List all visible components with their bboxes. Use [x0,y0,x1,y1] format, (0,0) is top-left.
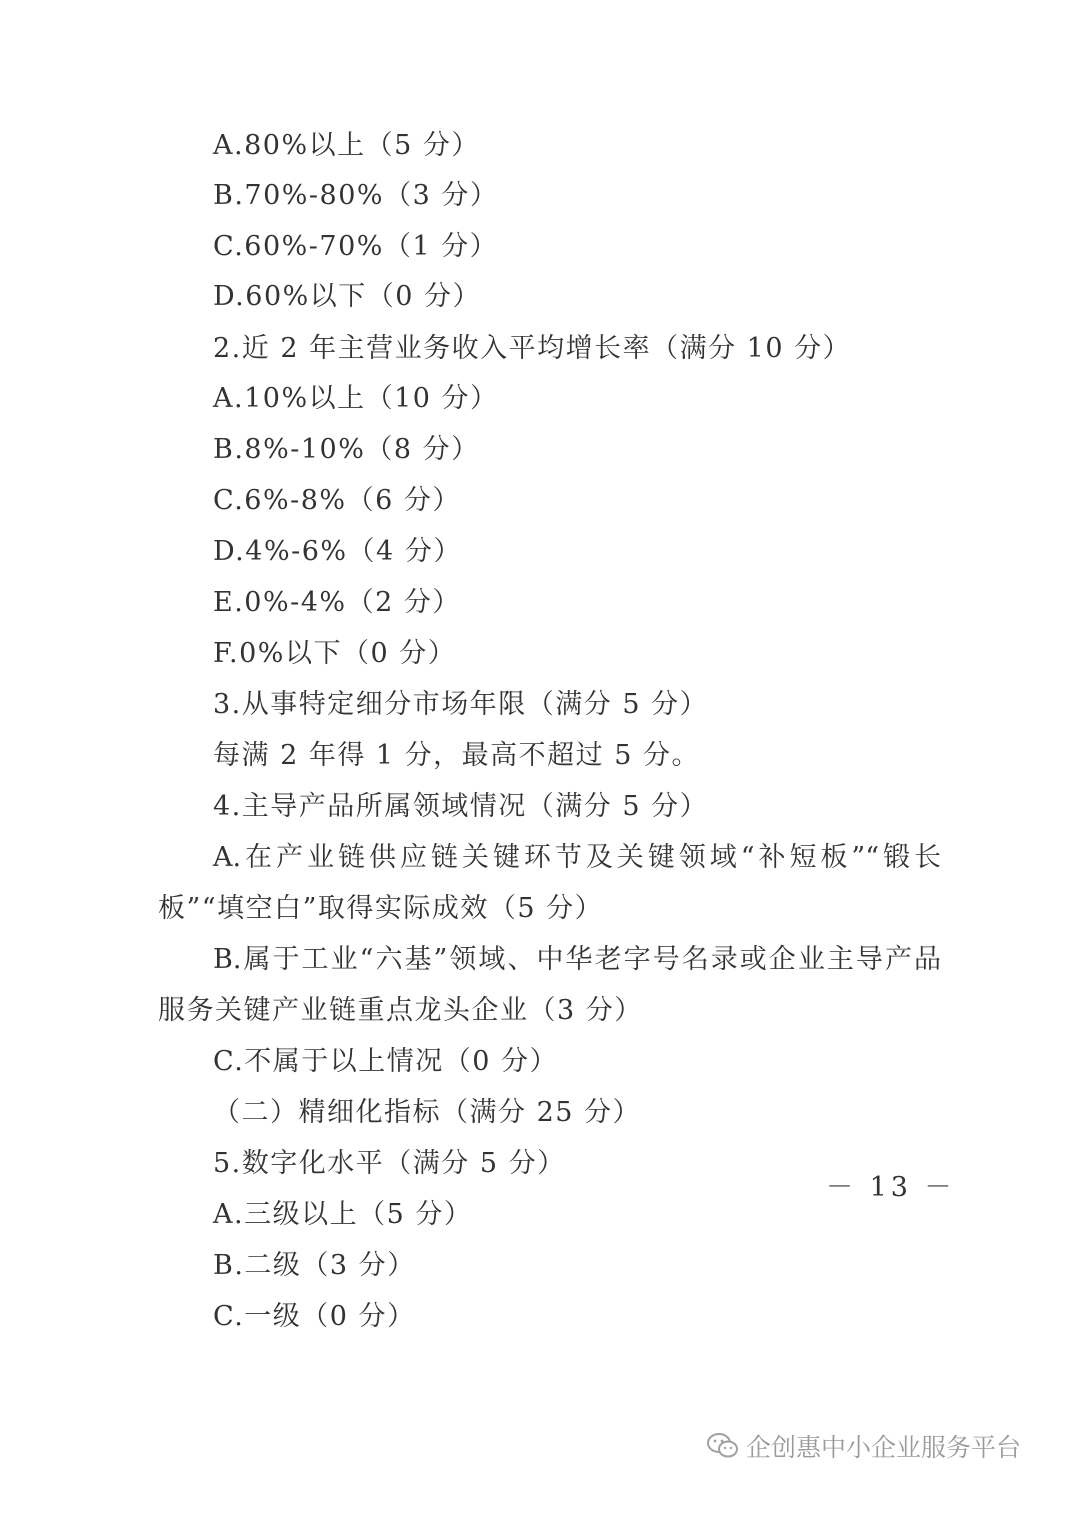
option-line: A.80%以上（5 分） [213,130,480,161]
option-line: C.6%-8%（6 分） [213,485,461,516]
option-line-continued: 服务关键产业链重点龙头企业（3 分） [158,995,643,1026]
option-line: B.70%-80%（3 分） [213,180,499,211]
option-line: B.二级（3 分） [213,1250,416,1281]
section-heading: （二）精细化指标（满分 25 分） [213,1097,642,1128]
option-line: E.0%-4%（2 分） [213,587,461,618]
option-line-continued: 板”“填空白”取得实际成效（5 分） [158,893,604,924]
criterion-heading: 4.主导产品所属领域情况（满分 5 分） [213,791,709,822]
wechat-icon [706,1431,746,1461]
option-line: D.60%以下（0 分） [213,281,482,312]
option-line: A.10%以上（10 分） [213,383,499,414]
page-number: － 13 － [826,1172,956,1203]
option-line: D.4%-6%（4 分） [213,536,462,567]
option-line: A.三级以上（5 分） [213,1199,473,1230]
criterion-heading: 2.近 2 年主营业务收入平均增长率（满分 10 分） [213,333,852,364]
criterion-heading: 3.从事特定细分市场年限（满分 5 分） [213,689,709,720]
option-line: F.0%以下（0 分） [213,638,457,669]
rule-line: 每满 2 年得 1 分，最高不超过 5 分。 [213,740,701,771]
option-line: B.8%-10%（8 分） [213,434,480,465]
option-line: B.属于工业“六基”领域、中华老字号名录或企业主导产品 [213,944,941,975]
option-line: A.在产业链供应链关键环节及关键领域“补短板”“锻长 [213,842,941,873]
watermark [706,1428,1021,1464]
option-line: C.不属于以上情况（0 分） [213,1046,559,1077]
option-line: C.一级（0 分） [213,1301,416,1332]
criterion-heading: 5.数字化水平（满分 5 分） [213,1148,566,1179]
watermark-text: 企创惠中小企业服务平台 [746,1433,1022,1462]
option-line: C.60%-70%（1 分） [213,231,499,262]
